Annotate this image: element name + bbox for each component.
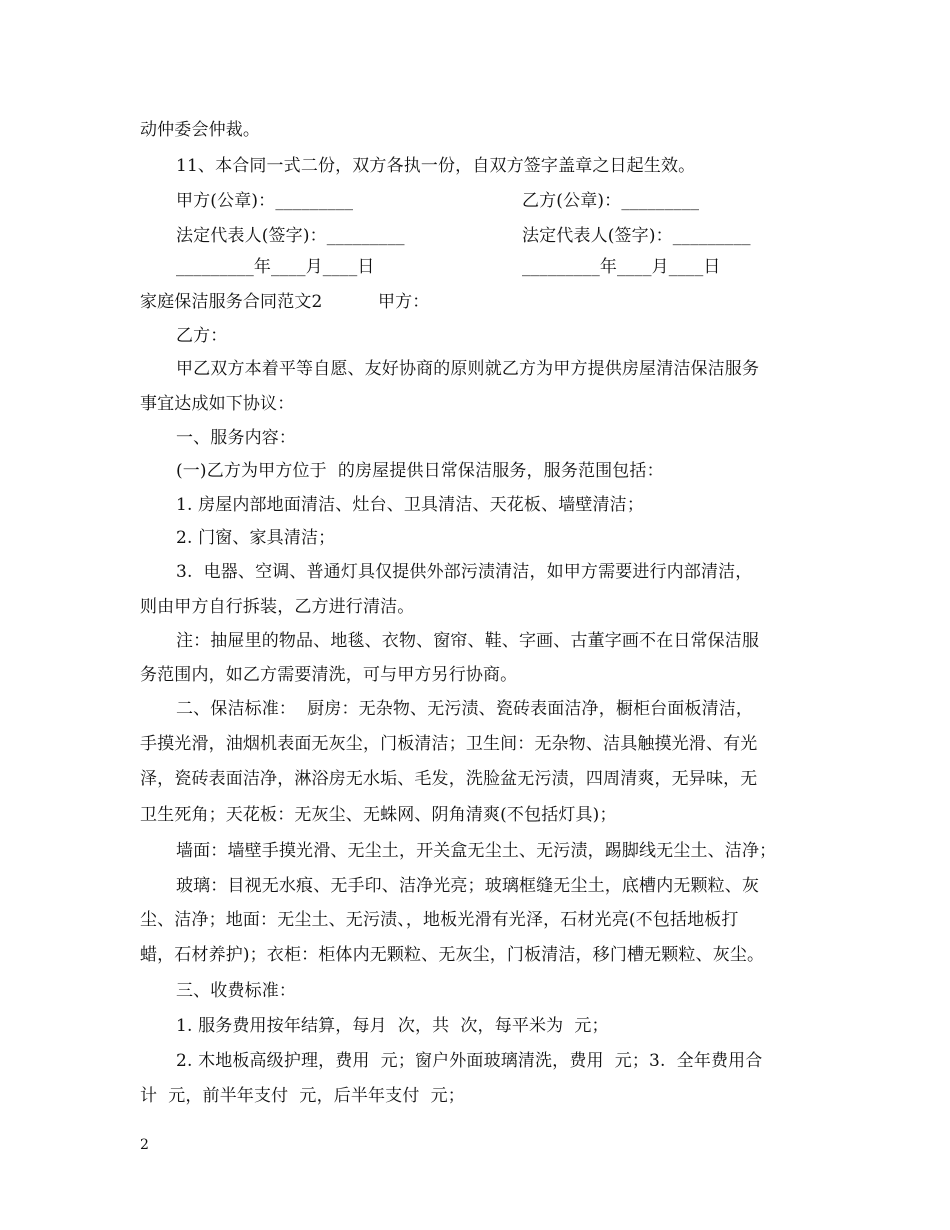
list-item: 2. 门窗、家具清洁； — [176, 528, 336, 548]
heading: 一、服务内容： — [176, 428, 297, 448]
party-a-date: _________年____月____日 — [176, 257, 375, 277]
text-line: 计 元，前半年支付 元，后半年支付 元； — [140, 1086, 465, 1106]
text-line: 卫生死角；天花板：无灰尘、无蛛网、阴角清爽(不包括灯具)； — [140, 805, 617, 825]
text-line: 务范围内，如乙方需要清洗，可与甲方另行协商。 — [140, 665, 518, 685]
text-line: 手摸光滑，油烟机表面无灰尘，门板清洁；卫生间：无杂物、洁具触摸光滑、有光 — [140, 734, 758, 754]
text-line: 则由甲方自行拆装，乙方进行清洁。 — [140, 597, 415, 617]
text-line: 甲乙双方本着平等自愿、友好协商的原则就乙方为甲方提供房屋清洁保洁服务 — [176, 359, 760, 379]
text-line: 蜡，石材养护)；衣柜：柜体内无颗粒、无灰尘，门板清洁，移门槽无颗粒、灰尘。 — [140, 945, 765, 965]
text-line: 事宜达成如下协议： — [140, 394, 295, 414]
text-line: 动仲委会仲裁。 — [140, 120, 261, 140]
text-line: 墙面：墙壁手摸光滑、无尘土，开关盒无尘土、无污渍，踢脚线无尘土、洁净； — [176, 841, 777, 861]
page-number: 2 — [140, 1137, 149, 1153]
text-line: 玻璃：目视无水痕、无手印、洁净光亮；玻璃框缝无尘土，底槽内无颗粒、灰 — [176, 876, 760, 896]
party-b-seal: 乙方(公章)：_________ — [522, 191, 700, 211]
text-line: 尘、洁净；地面：无尘土、无污渍、，地板光滑有光泽，石材光亮(不包括地板打 — [140, 910, 739, 930]
text-line: 二、保洁标准： 厨房：无杂物、无污渍、瓷砖表面洁净，橱柜台面板清洁， — [176, 699, 754, 719]
text-line: 甲方： — [378, 292, 430, 312]
party-b-date: _________年____月____日 — [522, 257, 721, 277]
list-item: 3. 电器、空调、普通灯具仅提供外部污渍清洁，如甲方需要进行内部清洁， — [176, 562, 753, 582]
heading: 三、收费标准： — [176, 981, 297, 1001]
section-title: 家庭保洁服务合同范文2 — [140, 292, 323, 312]
text-line: (一)乙方为甲方位于 的房屋提供日常保洁服务，服务范围包括： — [176, 461, 664, 481]
text-line: 乙方： — [176, 326, 228, 346]
party-b-representative: 法定代表人(签字)：_________ — [522, 226, 751, 246]
party-a-representative: 法定代表人(签字)：_________ — [176, 226, 405, 246]
text-line: 泽，瓷砖表面洁净，淋浴房无水垢、毛发，洗脸盆无污渍，四周清爽，无异味，无 — [140, 769, 758, 789]
text-line: 注：抽屉里的物品、地毯、衣物、窗帘、鞋、字画、古董字画不在日常保洁服 — [176, 631, 760, 651]
list-item: 1. 房屋内部地面清洁、灶台、卫具清洁、天花板、墙壁清洁； — [176, 495, 644, 515]
list-item: 2. 木地板高级护理，费用 元；窗户外面玻璃清洗，费用 元；3. 全年费用合 — [176, 1051, 763, 1071]
party-a-seal: 甲方(公章)：_________ — [176, 191, 354, 211]
list-item: 1. 服务费用按年结算，每月 次，共 次，每平米为 元； — [176, 1016, 609, 1036]
text-line: 11、本合同一式二份，双方各执一份，自双方签字盖章之日起生效。 — [176, 156, 696, 176]
